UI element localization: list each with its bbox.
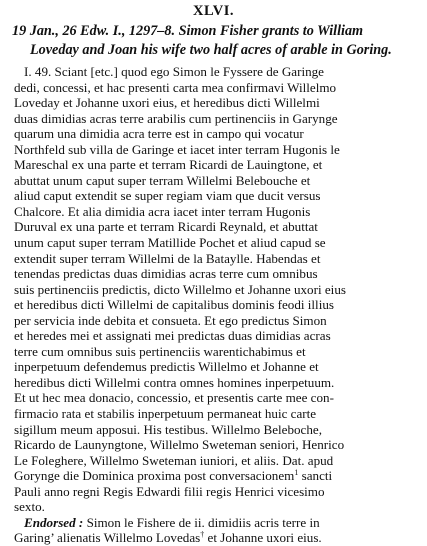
body-line: extendit super terram Willelmi de la Bataylle. Habendas et [14,250,321,266]
body-line: abuttat unum caput super terram Willelmi Belebouche et [14,172,311,188]
body-line: I. 49. Sciant [etc.] quod ego Simon le Fyssere de Garinge [24,64,324,79]
heading-line: Loveday and Joan his wife two half acres of arable in Goring. [30,42,392,58]
body-line: Mareschal ex una parte et terram Ricardi de Lauingtone, et [14,157,323,173]
endorsement-text: Garing’ alienatis Willelmo Lovedas [14,530,201,546]
body-line: Pauli anno regni Regis Edwardi filii regis Henrici vicesimo [14,483,325,499]
body-line: unum caput super terram Matillide Pochet et aliud capud se [14,235,326,251]
document-heading [12,22,417,60]
body-line: terre cum omnibus suis pertinenciis warentichabimus et [14,343,306,359]
document-body [14,64,419,546]
body-line: firmacio rata et stabilis inperpetuum permaneat huic carte [14,406,317,422]
body-line: Le Foleghere, Willelmo Sweteman iuniori, et aliis. Dat. apud [14,452,334,468]
footnote-marker: † [200,530,205,540]
body-line-text: sancti [298,468,333,484]
body-line: et heredes mei et assignati mei predictas duas dimidias acras [14,328,331,344]
body-line: Chalcore. Et alia dimidia acra iacet inter terram Hugonis [14,203,311,219]
footnote-marker: 1 [294,468,299,478]
body-line: suis pertinenciis predictis, dicto Willelmo et Johanne uxori eius [14,281,346,297]
body-line [14,468,419,484]
document-number: XLVI. [192,3,235,19]
endorsement-text: et Johanne uxori eius. [204,530,322,546]
body-line: Et ut hec mea donacio, concessio, et presentis carte mee con- [14,390,334,406]
body-line: duas dimidias acras terre arabilis cum pertinenciis in Garynge [14,110,338,126]
body-line: inperpetuum defendemus predictis Willelmo et Johanne et [14,359,319,375]
body-line: et heredibus dicti Willelmi de capitalibus dominis feodi illius [14,297,334,313]
body-line: quarum una dimidia acra terre est in campo qui vocatur [14,126,304,142]
body-line: Ricardo de Launyngtone, Willelmo Sweteman seniori, Henrico [14,437,345,453]
body-line: Northfeld sub villa de Garinge et iacet inter terram Hugonis le [14,141,340,157]
endorsement-line [14,515,419,531]
endorsed-label: Endorsed : [24,514,84,530]
body-line: sexto. [14,499,45,515]
endorsement-text: Simon le Fishere de ii. dimidiis acris terre in [83,514,320,530]
endorsement-line [14,530,419,546]
body-line: heredibus dicti Willelmi contra omnes homines inperpetuum. [14,374,335,390]
body-line-text: Gorynge die Dominica proxima post conversacionem [14,468,295,484]
body-line: tenendas predictas duas dimidias acras terre cum omnibus [14,266,318,282]
heading-line: 19 Jan., 26 Edw. I., 1297–8. Simon Fisher grants to William [12,23,364,39]
body-line: Loveday et Johanne uxori eius, et heredibus dicti Willelmi [14,95,320,111]
body-line: dedi, concessi, et hac presenti carta mea confirmavi Willelmo [14,79,337,95]
body-line: sigillum meum apposui. His testibus. Willelmo Beleboche, [14,421,322,437]
body-line: aliud caput extendit se super regiam viam que ducit versus [14,188,321,204]
body-line: per servicia inde debita et consueta. Et ego predictus Simon [14,312,327,328]
body-line: Duruval ex una parte et terram Ricardi Reynald, et abuttat [14,219,318,235]
